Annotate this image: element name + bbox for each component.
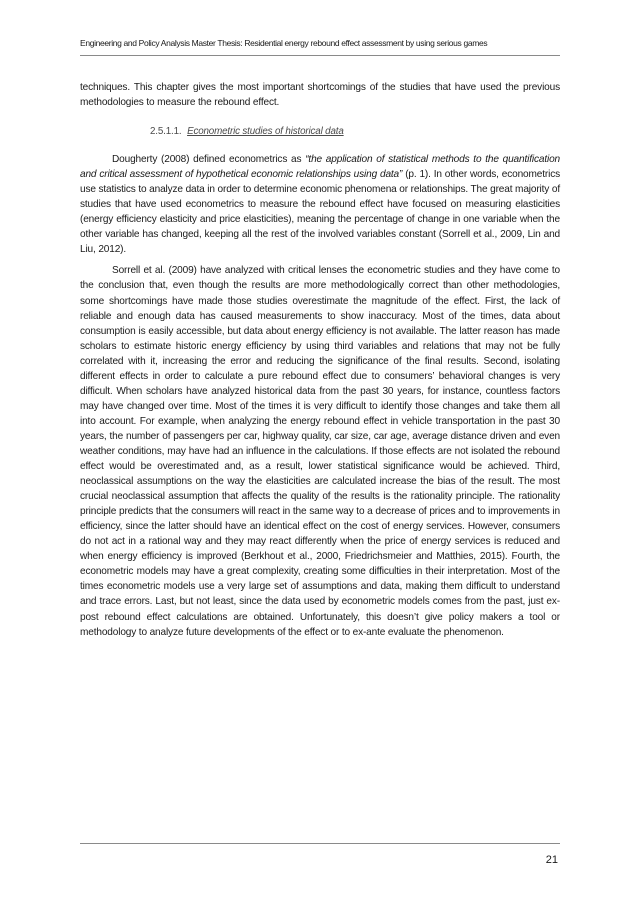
- intro-paragraph: techniques. This chapter gives the most important shortcomings of the studies that have used the previous methodologies to measure the rebound effect.: [80, 82, 560, 109]
- econometrics-quote: “the application of statistical methods to the quantification and critical assessment of hypothetical economic relationships using data”: [80, 154, 560, 181]
- paragraph-shortcomings: Sorrell et al. (2009) have analyzed with critical lenses the econometric studies and they have come to the conclusion that, even though the results are more methodologically correct than other methodologies, some shortcomings have made those studies overestimate the magnitude of the effect. First, the lack of reliable and enough data has caused measurements to show inaccuracy. Most of the times, data about consumption is easily accessible, but data about energy efficiency is not available. The latter reason has made scholars to estimate historic energy efficiency by using third variables and relations that may not be fully correlated with it, increasing the error and reducing the significance of the final results. Second, isolating different effects in order to calculate a pure rebound effect due to consumers’ behavioral changes is very difficult. When scholars have analyzed historical data from the past 30 years, for instance, countless factors may have changed over time. Most of the times it is very difficult to identify those changes and take them all into account. For example, when analyzing the energy rebound effect in vehicle transportation in the past 30 years, the number of passengers per car, highway quality, car size, car age, average distance driven and even weather conditions, may have had an influence in the calculations. If those effects are not isolated the rebound effect would be overestimated and, as a result, lower statistical significance would be achieved. Third, neoclassical assumptions on the way the elasticities are calculated increase the bias of the result. The most crucial neoclassical assumption that affects the quality of the results is the rationality principle. The rationality principle predicts that the consumers will react in the same way to a decrease of prices and to improvements in efficiency, since the latter should have an identical effect on the cost of energy services. However, consumers do not act in a rational way and they may react differently when the price of energy services is reduced and when energy efficiency is improved (Berkhout et al., 2000, Friedrichsmeier and Matthies, 2015). Fourth, the econometric models may have a great complexity, creating some difficulties in their interpretation. Most of the times econometric models use a very large set of assumptions and data, making them difficult to understand and trace errors. Last, but not least, since the data used by econometric models comes from the past, just ex-post rebound effect calculations are obtained. Unfortunately, this doesn’t give policy makers a tool or methodology to analyze future developments of the effect or to ex-ante evaluate the phenomenon.: [80, 265, 560, 638]
- paragraph-rest: (p. 1). In other words, econometrics use statistics to analyze data in order to determine economic phenomena or relationships. The great majority of studies that have used econometrics to measure the rebound effect have focused on measuring elasticities (energy efficiency elasticity and price elasticities), meaning the percentage of change in one variable when the other variable has changed, keeping all the rest of the involved variables constant (Sorrell et al., 2009, Lin and Liu, 2012).: [80, 169, 560, 256]
- subsection-heading: [150, 124, 560, 139]
- subsection-title: Econometric studies of historical data: [187, 126, 344, 138]
- header-rule: [80, 55, 560, 56]
- paragraph-lead: Dougherty (2008) defined econometrics as: [112, 154, 306, 166]
- footer-rule: [80, 843, 560, 844]
- running-header: Engineering and Policy Analysis Master Thesis: Residential energy rebound effect assessment by using serious games: [80, 38, 488, 48]
- body-text: [80, 80, 560, 640]
- subsection-number: 2.5.1.1.: [150, 126, 182, 138]
- page-number: 21: [545, 854, 558, 866]
- paragraph-econometrics-definition: [80, 152, 560, 257]
